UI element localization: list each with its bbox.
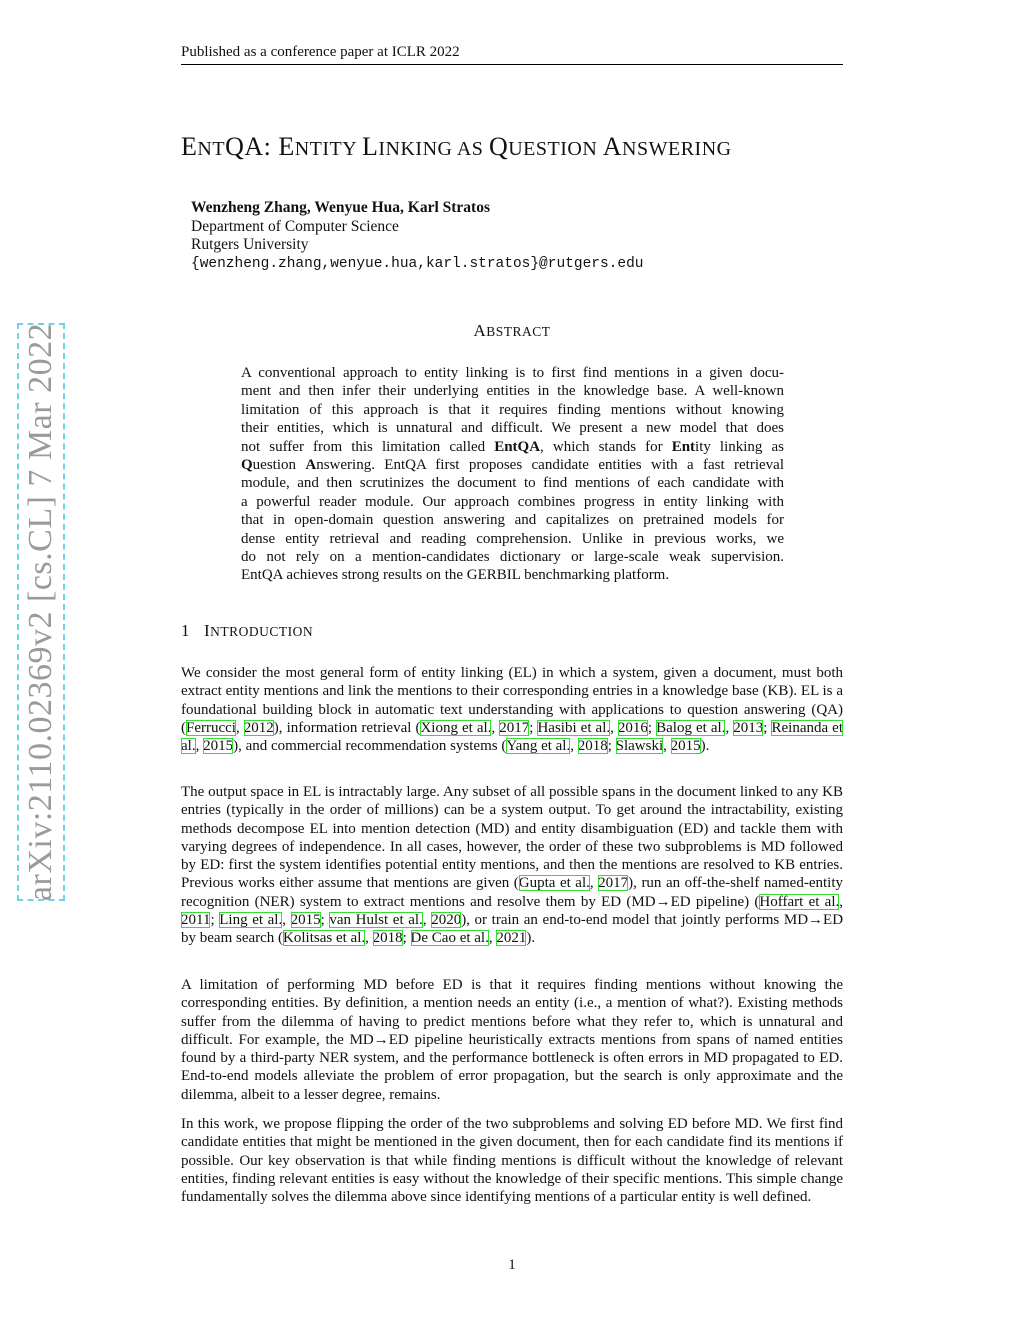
paragraph-text: , [235, 719, 244, 736]
paragraph-text: , [663, 738, 671, 755]
citation-link[interactable]: Ferrucci [186, 719, 236, 736]
section-heading-cap: I [204, 621, 211, 640]
citation-link[interactable]: Gupta et al. [518, 875, 590, 892]
paragraph-text: In this work, we propose flipping the order of the two subproblems and solving ED before MD. We first find candidate entities that might be mentioned in the given document, then for each candidate find its mentions if possible. Our key observation is that while finding mentions is difficult without the knowledge of relevant entities, finding relevant entities is easy without the knowledge of their specific mentions. This simple change fundamentally solves the dilemma above since identifying mentions of a particular entity is well defined. [181, 1116, 843, 1206]
abstract-line: A conventional approach to entity linking is to first find mentions in a given docu- [241, 365, 784, 381]
abstract-line: do not rely on a mention-candidates dictionary or large-scale weak supervision. [241, 549, 784, 566]
citation-link[interactable]: Slawski [615, 738, 664, 755]
abstract-heading-smallcaps: BSTRACT [486, 324, 551, 339]
paragraph-text: ; [763, 719, 772, 736]
author-names: Wenzheng Zhang, Wenyue Hua, Karl Stratos [191, 199, 490, 216]
paragraph-text: ; [607, 738, 616, 755]
title-part-cap: QA: E [225, 132, 295, 161]
title-part-smallcaps: UESTION [508, 138, 603, 160]
title-part-cap: L [361, 132, 379, 161]
paragraph-text: ; [529, 719, 538, 736]
abstract-line: not suffer from this limitation called EntQA, which stands for Entity linking as [241, 438, 784, 455]
citation-link[interactable]: 2018 [372, 930, 403, 947]
citation-link[interactable]: Kolitsas et al. [283, 930, 366, 947]
title-part-cap: Q [488, 132, 509, 161]
paragraph-text: , [365, 930, 373, 947]
author-email: {wenzheng.zhang,wenyue.hua,karl.stratos}@rutgers.edu [191, 255, 644, 272]
intro-paragraph-3 [181, 976, 843, 1104]
title-part-smallcaps: NTITY [294, 138, 362, 160]
citation-link[interactable]: 2012 [243, 719, 274, 736]
citation-link[interactable]: 2015 [670, 738, 701, 755]
paragraph-text: We consider the most general form of entity linking (EL) in which a system, given a document, must both extract entity mentions and link the mentions to their corresponding entries in a knowledge base (KB). EL is a foundational building block in automatic text understanding with applications to question answering (QA) ( [181, 665, 843, 736]
paragraph-text: ), and commercial recommendation systems ( [233, 738, 507, 755]
title-part-smallcaps: INKING AS [378, 138, 489, 160]
section-number: 1 [181, 621, 190, 640]
paper-title [181, 132, 881, 162]
citation-link[interactable]: Hoffart et al. [759, 893, 840, 910]
paragraph-text: , [725, 719, 734, 736]
citation-link[interactable]: 2011 [181, 912, 211, 929]
author-department: Department of Computer Science [191, 217, 399, 235]
citation-link[interactable]: 2021 [496, 930, 527, 947]
paragraph-text: ; [320, 912, 330, 929]
citation-link[interactable]: van Hulst et al. [329, 912, 423, 929]
paragraph-text: ; [647, 719, 657, 736]
paragraph-text: ; [210, 912, 220, 929]
author-block [191, 199, 643, 273]
intro-paragraph-1 [181, 664, 843, 755]
citation-link[interactable]: 2015 [203, 738, 234, 755]
paragraph-text: , [839, 893, 843, 910]
paragraph-text: , [488, 930, 497, 947]
citation-link[interactable]: 2015 [290, 912, 321, 929]
citation-link[interactable]: Reinanda et al. [181, 719, 844, 755]
paragraph-text: , [570, 738, 578, 755]
abstract-line: dense entity retrieval and reading comprehension. Unlike in previous works, we [241, 530, 784, 547]
paragraph-text: , [491, 719, 500, 736]
intro-paragraph-2 [181, 783, 843, 948]
abstract-line: module, and then scrutinizes the document to find mentions of each candidate with [241, 475, 784, 492]
arxiv-stamp[interactable] [17, 323, 65, 901]
page-number: 1 [508, 1257, 516, 1273]
citation-link[interactable]: 2017 [598, 875, 629, 892]
title-part-smallcaps: NT [197, 138, 226, 160]
abstract-heading-cap: A [473, 321, 487, 340]
citation-link[interactable]: De Cao et al. [410, 930, 489, 947]
paragraph-text: ), or train an end-to-end model that jointly performs MD→ED by beam search ( [181, 912, 844, 947]
title-part-cap: E [181, 132, 198, 161]
citation-link[interactable]: Balog et al. [656, 719, 726, 736]
title-part-smallcaps: NSWERING [622, 138, 732, 160]
abstract-line: Question Answering. EntQA first proposes candidate entities with a fast retrieval [241, 457, 784, 474]
citation-link[interactable]: 2013 [733, 719, 764, 736]
paragraph-text: ), information retrieval ( [273, 719, 421, 736]
section-heading-smallcaps: NTRODUCTION [210, 624, 314, 639]
abstract-line: EntQA achieves strong results on the GERBIL benchmarking platform. [241, 567, 670, 584]
abstract-line: ment and then infer their underlying entities in the knowledge base. A well-known [241, 383, 784, 400]
abstract-heading [0, 321, 1024, 341]
abstract-line: limitation of this approach is that it requires finding mentions without knowing [241, 401, 784, 418]
citation-link[interactable]: Xiong et al. [420, 719, 492, 736]
paragraph-text: , [195, 738, 204, 755]
citation-link[interactable]: 2017 [499, 719, 530, 736]
intro-paragraph-4 [181, 1115, 843, 1206]
citation-link[interactable]: 2018 [577, 738, 608, 755]
section-heading-introduction [181, 621, 313, 641]
paragraph-text: A limitation of performing MD before ED is that it requires finding mentions without knowing the corresponding entities. By definition, a mention needs an entity (i.e., a mention of what?). Existing methods suffer from the dilemma of having to predict mentions before what they refer to, which is unnatural and difficult. For example, the MD→ED pipeline heuristically extracts mentions from spans of named entities found by a third-party NER system, and the performance bottleneck is often errors in MD propagated to ED. End-to-end models alleviate the problem of error propagation, but the search is only approximate and the dilemma, albeit to a lesser degree, remains. [181, 977, 843, 1103]
citation-link[interactable]: Ling et al. [219, 912, 283, 929]
paragraph-text: , [422, 912, 432, 929]
running-header: Published as a conference paper at ICLR 2022 [181, 44, 843, 65]
abstract-line: that in open-domain question answering and capitalizes on pretrained models for [241, 512, 784, 529]
paragraph-text: The output space in EL is intractably large. Any subset of all possible spans in the document linked to any KB entries (typically in the order of millions) can be a system output. To get around the intractability, existing methods decompose EL into mention detection (MD) and entity disambiguation (ED) and tackle them with varying degrees of independence. In all cases, however, the order of these two subproblems is MD followed by ED: first the system identifies potential entity mentions, and then the mentions are resolved to KB entries. Previous works either assume that mentions are given ( [181, 784, 843, 892]
citation-link[interactable]: 2020 [431, 912, 462, 929]
citation-link[interactable]: Hasibi et al. [537, 719, 611, 736]
paragraph-text: ; [402, 930, 411, 947]
paragraph-text: , [589, 875, 599, 892]
paragraph-text: , [610, 719, 618, 736]
citation-link[interactable]: 2016 [617, 719, 648, 736]
abstract-body [241, 364, 784, 585]
arxiv-stamp-label: arXiv:2110.02369v2 [cs.CL] 7 Mar 2022 [22, 322, 59, 902]
abstract-line: their entities, which is unnatural and difficult. We present a new model that does [241, 420, 784, 437]
abstract-line: a powerful reader module. Our approach combines progress in entity linking with [241, 493, 784, 510]
paragraph-text: ), run an off-the-shelf named-entity recognition (NER) system to extract mentions and resolve them by ED (MD→ED pipeline) ( [181, 875, 843, 910]
paragraph-text: , [282, 912, 291, 929]
title-part-cap: A [602, 132, 623, 161]
citation-link[interactable]: Yang et al. [506, 738, 571, 755]
paragraph-text: ). [700, 738, 710, 755]
paragraph-text: ). [526, 930, 536, 947]
author-university: Rutgers University [191, 236, 309, 253]
